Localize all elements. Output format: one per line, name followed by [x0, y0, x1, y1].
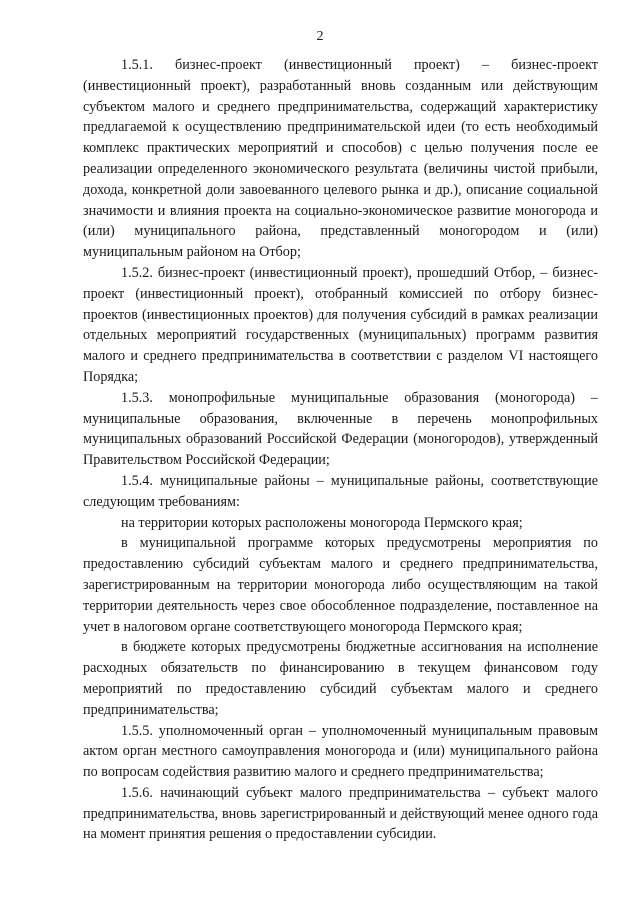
paragraph-1-5-5: 1.5.5. уполномоченный орган – уполномоченный муниципальным правовым актом орган местного самоуправления моногорода и (или) муниципального района по вопросам содействия развитию малого и среднего предпринимательства;	[83, 722, 598, 781]
document-body	[83, 55, 598, 845]
paragraph-1-5-1: 1.5.1. бизнес-проект (инвестиционный проект) – бизнес-проект (инвестиционный проект), разработанный вновь созданным или действующим субъектом малого и среднего предпринимательства, содержащий характеристику предлагаемой к осуществлению предпринимательской идеи (то есть необходимый комплекс практических мероприятий и способов) с целью получения после ее реализации определенного экономического результата (величины чистой прибыли, дохода, конкретной доли завоеванного целевого рынка и др.), описание социальной значимости и влияния проекта на социально-экономическое развитие моногорода и (или) муниципального района, представленный моногородом и (или) муниципальным районом на Отбор;	[83, 57, 598, 261]
paragraph-1-5-4: 1.5.4. муниципальные районы – муниципальные районы, соответствующие следующим требованиям:	[83, 472, 598, 510]
paragraph-requirement-3: в бюджете которых предусмотрены бюджетные ассигнования на исполнение расходных обязательств по финансированию в текущем финансовом году мероприятий по предоставлению субсидий субъектам малого и среднего предпринимательства;	[83, 639, 598, 718]
paragraph-1-5-3: 1.5.3. монопрофильные муниципальные образования (моногорода) – муниципальные образования, включенные в перечень монопрофильных муниципальных образований Российской Федерации (моногородов), утвержденный Правительством Российской Федерации;	[83, 389, 598, 469]
paragraph-1-5-2: 1.5.2. бизнес-проект (инвестиционный проект), прошедший Отбор, – бизнес-проект (инвестиционный проект), отобранный комиссией по отбору бизнес-проектов (инвестиционных проектов) для получения субсидий в рамках реализации отдельных мероприятий государственных (муниципальных) программ развития малого и среднего предпринимательства в соответствии с разделом VI настоящего Порядка;	[83, 264, 598, 385]
page-number: 2	[316, 29, 324, 44]
paragraph-requirement-1: на территории которых расположены моногорода Пермского края;	[121, 514, 523, 531]
paragraph-requirement-2: в муниципальной программе которых предусмотрены мероприятия по предоставлению субсидий субъектам малого и среднего предпринимательства, зарегистрированным на территории моногорода либо осуществляющим на такой территории деятельность через свое обособленное подразделение, поставленное на учет в налоговом органе соответствующего моногорода Пермского края;	[83, 535, 598, 635]
paragraph-1-5-6: 1.5.6. начинающий субъект малого предпринимательства – субъект малого предпринимательства, вновь зарегистрированный и действующий менее одного года на момент принятия решения о предоставлении субсидии.	[83, 784, 598, 843]
